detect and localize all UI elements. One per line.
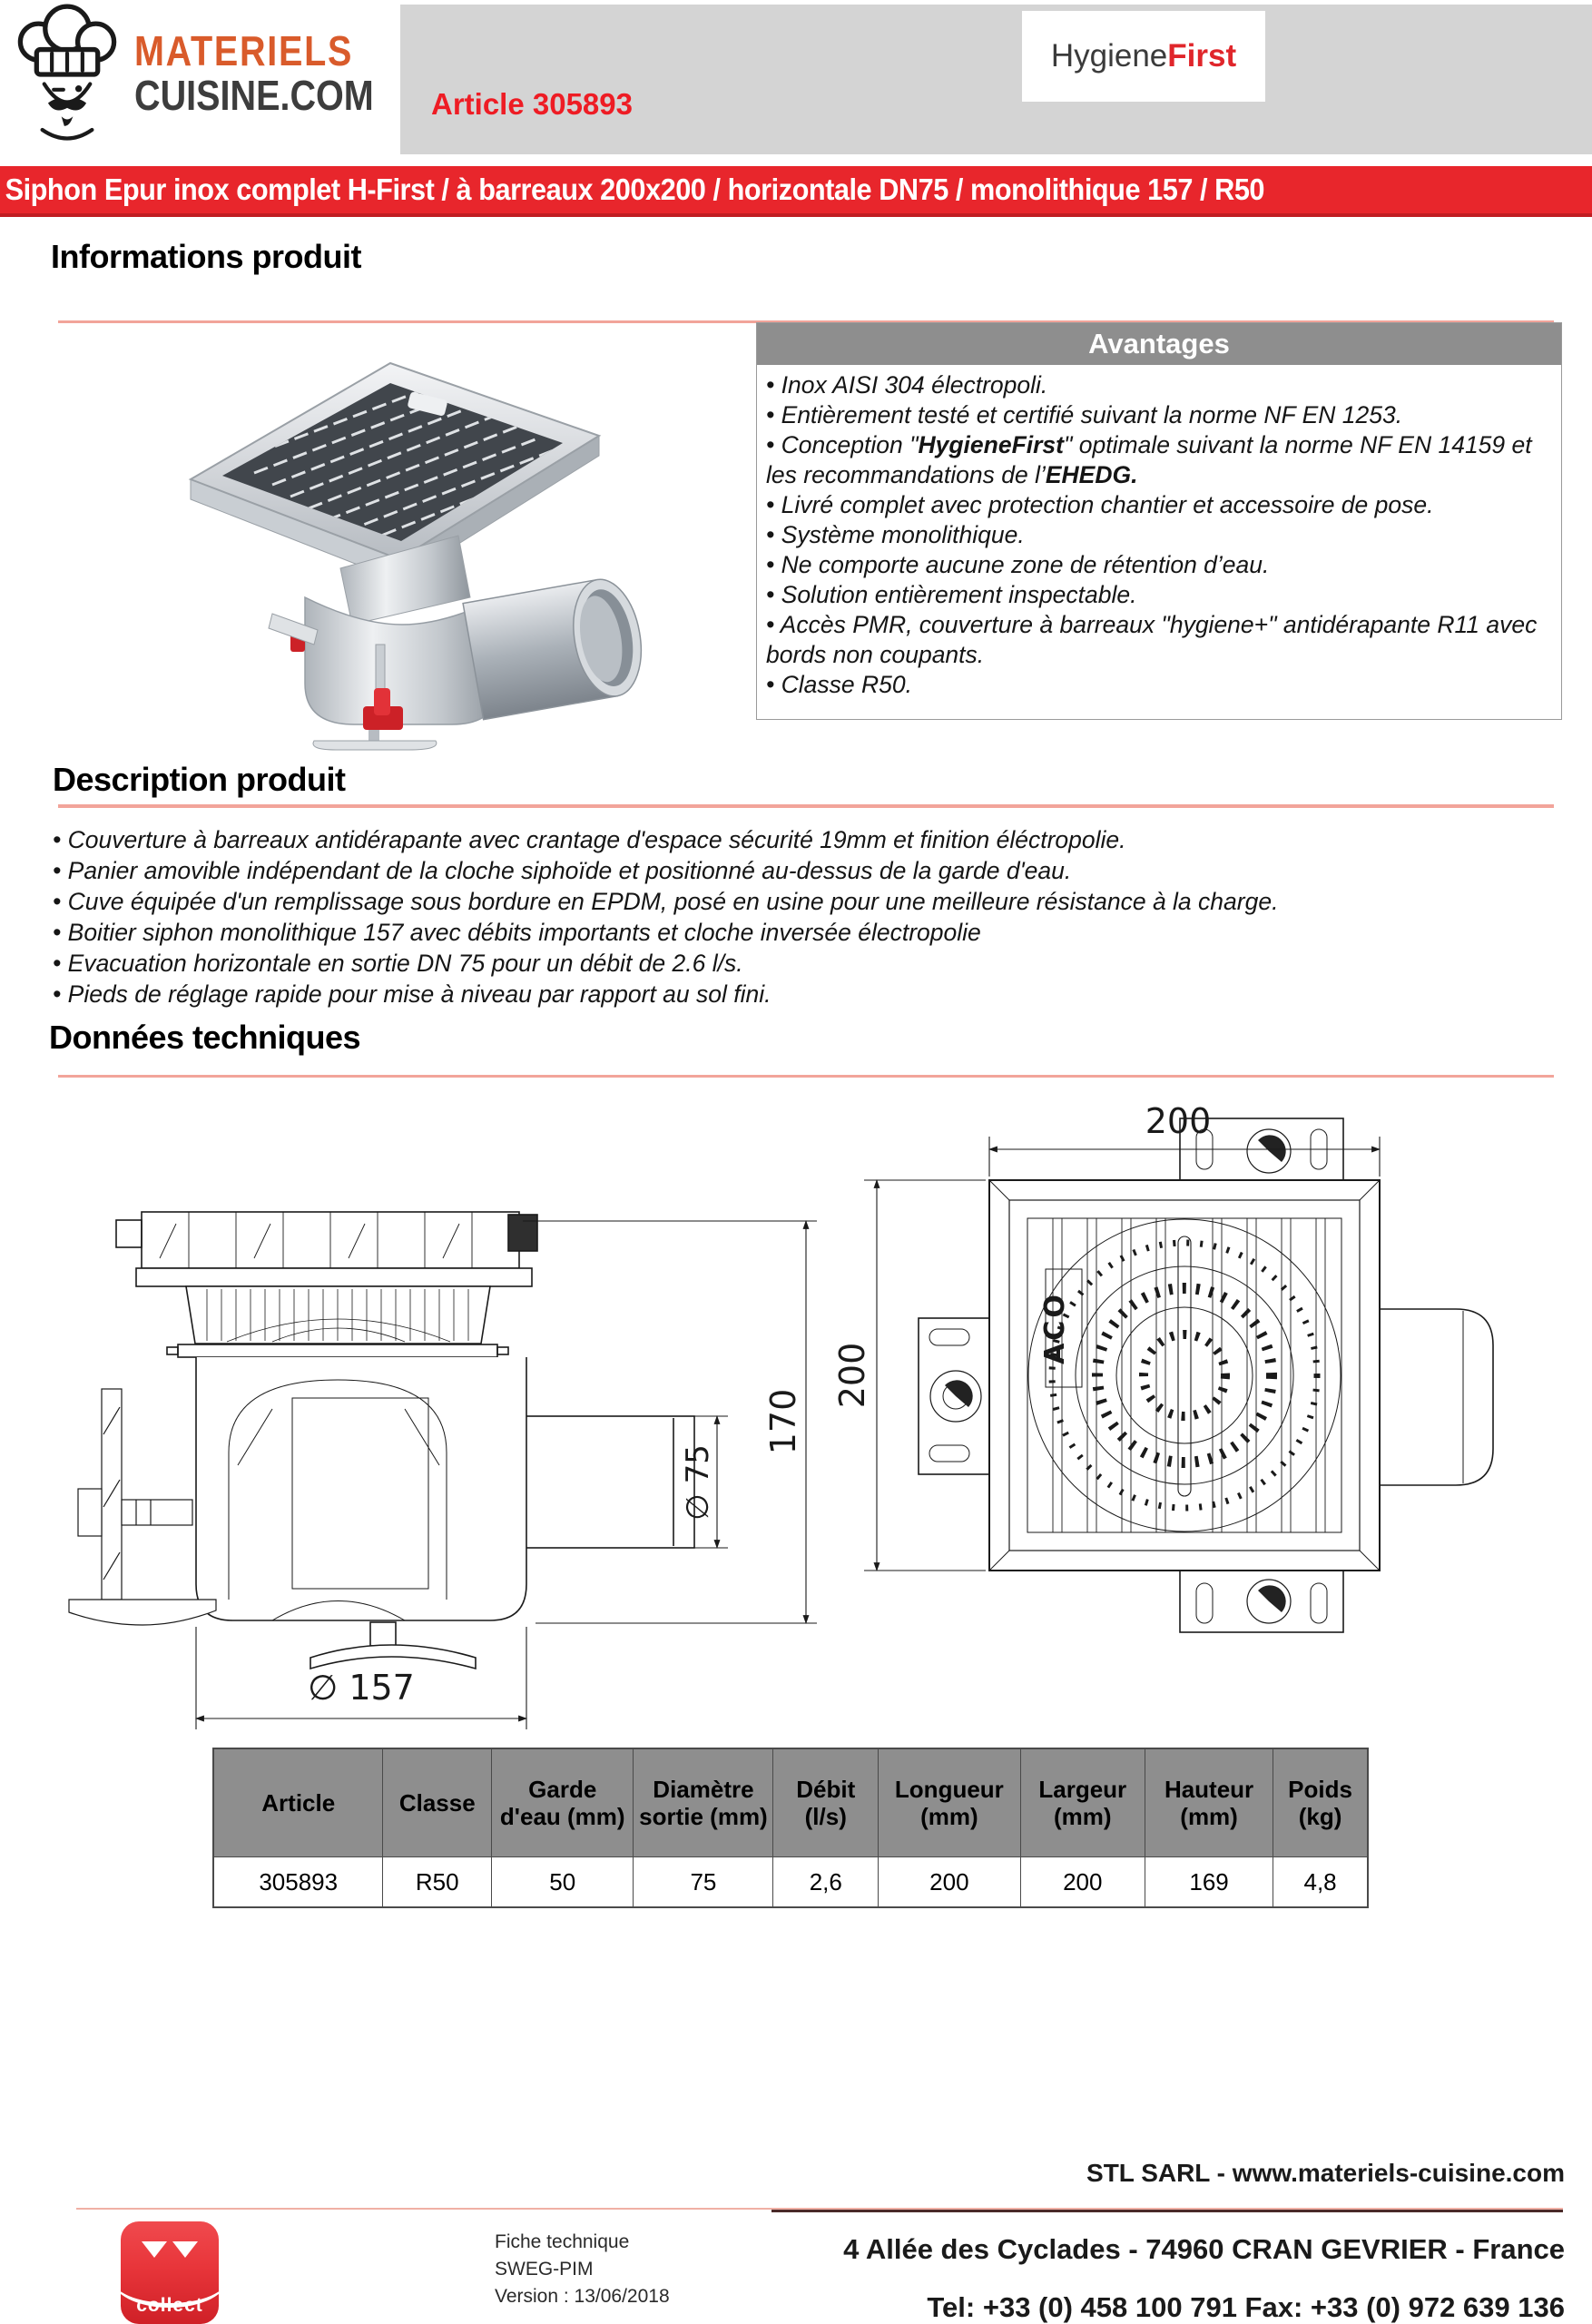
spec-value-cell: 200 [879, 1857, 1020, 1908]
footer-phone: Tel: +33 (0) 458 100 791 Fax: +33 (0) 972 639 136 [927, 2291, 1565, 2323]
avantages-panel [756, 322, 1562, 720]
avantages-item: • Inox AISI 304 électropoli. [766, 370, 1550, 400]
avantages-item: • Livré complet avec protection chantier et accessoire de pose. [766, 490, 1550, 520]
spec-header-cell: Poids (kg) [1273, 1748, 1368, 1857]
spec-value-cell: R50 [383, 1857, 492, 1908]
description-item: • Pieds de réglage rapide pour mise à niveau par rapport au sol fini. [53, 979, 1523, 1009]
section-informations-title: Informations produit [51, 238, 361, 275]
hygienefirst-badge [1022, 11, 1265, 102]
spec-value-cell: 50 [492, 1857, 634, 1908]
spec-table [212, 1748, 1369, 1908]
section-rule [58, 804, 1554, 808]
badge-first: First [1167, 38, 1237, 74]
description-item: • Evacuation horizontale en sortie DN 75 pour un débit de 2.6 l/s. [53, 948, 1523, 979]
chef-icon [9, 4, 125, 147]
spec-value-cell: 169 [1145, 1857, 1273, 1908]
doc-version: Version : 13/06/2018 [495, 2286, 670, 2307]
footer-address: 4 Allée des Cyclades - 74960 CRAN GEVRIER - France [843, 2233, 1565, 2265]
brand-word-materiels: MATERIELS [134, 27, 354, 74]
avantages-item: • Conception "HygieneFirst" optimale suivant la norme NF EN 14159 et les recommandations de l’EHEDG. [766, 430, 1550, 490]
section-rule [58, 1075, 1554, 1078]
product-title: Siphon Epur inox complet H-First / à barreaux 200x200 / horizontale DN75 / monolithique 157 / R50 [5, 172, 1265, 206]
avantages-item: • Classe R50. [766, 670, 1550, 700]
dim-label-diameter-75: ∅ 75 [680, 1444, 716, 1521]
brand-word-cuisine: CUISINE.COM [134, 72, 374, 119]
footer-company: STL SARL - www.materiels-cuisine.com [1086, 2159, 1565, 2187]
description-item: • Panier amovible indépendant de la cloche siphoïde et positionné au-dessus de la garde d'eau. [53, 855, 1523, 886]
spec-header-cell: Classe [383, 1748, 492, 1857]
description-item: • Couverture à barreaux antidérapante avec crantage d'espace sécurité 19mm et finition éléctropolie. [53, 824, 1523, 855]
badge-hygiene: Hygiene [1050, 38, 1168, 74]
aco-brand-label: ACO [1039, 1292, 1071, 1364]
section-description-title: Description produit [53, 761, 346, 798]
spec-header-cell: Hauteur (mm) [1145, 1748, 1273, 1857]
dim-label-width-200-left: 200 [832, 1342, 872, 1409]
title-banner [0, 166, 1592, 217]
brand-logo [9, 4, 399, 154]
header-gray-band [400, 5, 1592, 154]
avantages-item: • Ne comporte aucune zone de rétention d’eau. [766, 550, 1550, 580]
spec-value-cell: 75 [634, 1857, 773, 1908]
side-view-drawing [69, 1212, 694, 1669]
dim-label-height-170: 170 [763, 1388, 803, 1455]
avantages-item: • Système monolithique. [766, 520, 1550, 550]
avantages-title: Avantages [757, 323, 1561, 365]
spec-header-cell: Largeur (mm) [1020, 1748, 1145, 1857]
collect-label: collect [136, 2295, 203, 2316]
footer-rule-dark [771, 2210, 1563, 2212]
spec-value-cell: 200 [1020, 1857, 1145, 1908]
doc-system: SWEG-PIM [495, 2259, 594, 2280]
avantages-item: • Entièrement testé et certifié suivant la norme NF EN 1253. [766, 400, 1550, 430]
collect-logo [121, 2221, 219, 2324]
description-list [53, 824, 1523, 1009]
footer-doc-info [495, 2229, 670, 2310]
spec-header-cell: Garde d'eau (mm) [492, 1748, 634, 1857]
spec-header-cell: Débit (l/s) [773, 1748, 879, 1857]
dim-label-diameter-157: ∅ 157 [308, 1668, 415, 1708]
doc-type: Fiche technique [495, 2231, 630, 2252]
dim-label-width-200-top: 200 [1145, 1101, 1212, 1141]
spec-table-header-row [213, 1748, 1368, 1857]
product-photo [136, 325, 654, 752]
top-view-drawing [919, 1118, 1493, 1632]
spec-table-row [213, 1857, 1368, 1908]
spec-value-cell: 4,8 [1273, 1857, 1368, 1908]
spec-header-cell: Article [213, 1748, 383, 1857]
avantages-list [757, 365, 1561, 700]
spec-value-cell: 305893 [213, 1857, 383, 1908]
description-item: • Boitier siphon monolithique 157 avec débits importants et cloche inversée électropolie [53, 917, 1523, 948]
section-donnees-title: Données techniques [49, 1019, 361, 1056]
article-number: Article 305893 [431, 87, 633, 121]
avantages-item: • Solution entièrement inspectable. [766, 580, 1550, 610]
spec-header-cell: Diamètre sortie (mm) [634, 1748, 773, 1857]
spec-header-cell: Longueur (mm) [879, 1748, 1020, 1857]
description-item: • Cuve équipée d'un remplissage sous bordure en EPDM, posé en usine pour une meilleure résistance à la charge. [53, 886, 1523, 917]
spec-value-cell: 2,6 [773, 1857, 879, 1908]
avantages-item: • Accès PMR, couverture à barreaux "hygiene+" antidérapante R11 avec bords non coupants. [766, 610, 1550, 670]
technical-drawings [0, 1089, 1592, 1734]
